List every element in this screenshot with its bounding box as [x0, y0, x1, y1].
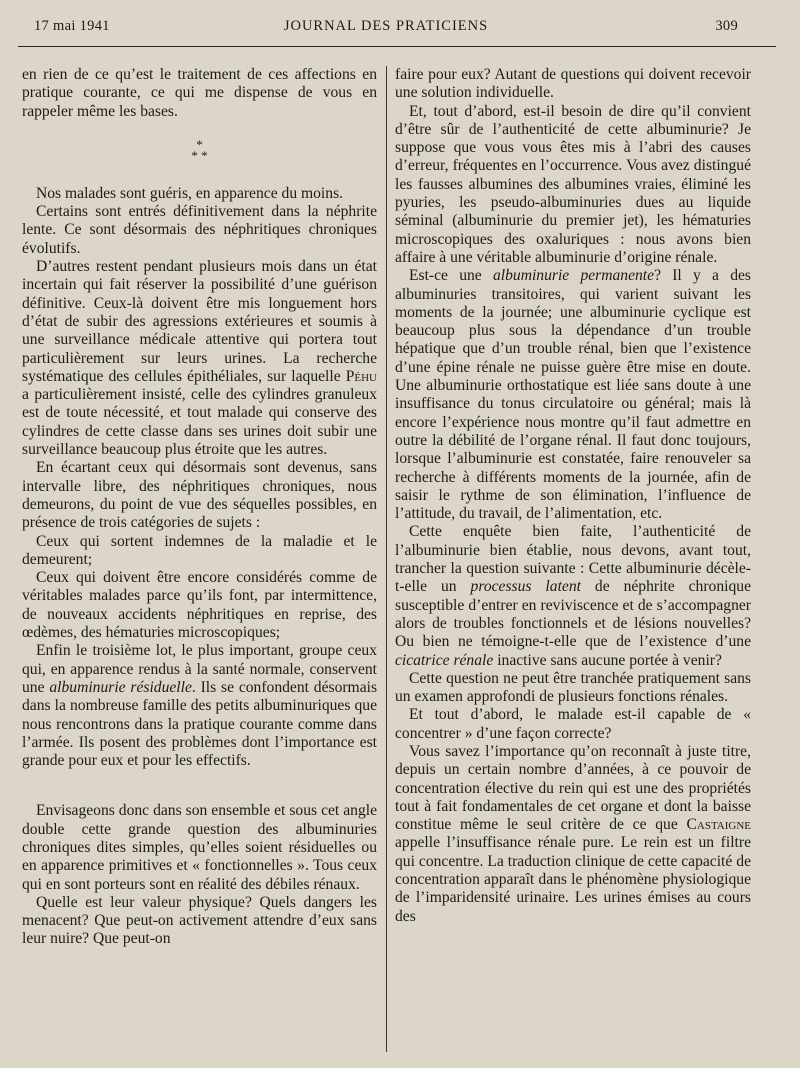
author-name: Péhu — [345, 367, 377, 385]
paragraph-text: inactive sans aucune portée à venir? — [493, 651, 722, 669]
paragraph: Et tout d’abord, le malade est-il capable de « concentrer » d’une façon correcte? — [395, 706, 751, 742]
paragraph — [395, 523, 751, 669]
separator-bottom-stars: * * — [191, 147, 208, 163]
paragraph: Ceux qui sortent indemnes de la maladie et le demeurent; — [22, 532, 377, 568]
paragraph: En écartant ceux qui désormais sont devenus, sans intervalle libre, des néphritiques chroniques, nous demeurons, du point de vue des séquelles possibles, en présence de trois catégories de sujets : — [22, 459, 377, 532]
paragraph: Envisageons donc dans son ensemble et sous cet angle double cette grande question des albuminuries chroniques dites simples, qu’elles soient résiduelles ou en apparence primitives et « fonctionnelles ». Tous ceux qui en sont porteurs sont en réalité des débiles rénaux. — [22, 802, 377, 893]
paragraph: Ceux qui doivent être encore considérés comme de véritables malades parce qu’ils font, par intermittence, de nouveaux accidents néphritiques en reprise, des œdèmes, des hématuries microscopiques; — [22, 569, 377, 642]
paragraph-text: Vous savez l’importance qu’on reconnaît à juste titre, depuis un certain nombre d’années, à ce pouvoir de concentration élective du rein qui est une des propriétés tout à fait fondamentales de cet organe et dont la baisse constitue même le seul critère de ce que — [395, 742, 751, 834]
paragraph: Cette question ne peut être tranchée pratiquement sans un examen approfondi de plusieurs fonctions rénales. — [395, 669, 751, 706]
column-divider — [386, 66, 387, 1052]
paragraph: en rien de ce qu’est le traitement de ces affections en pratique courante, ce qui me dispense de vous en rappeler même les bases. — [22, 66, 377, 120]
paragraph: faire pour eux? Autant de questions qui doivent recevoir une solution individuelle. — [395, 66, 751, 102]
paragraph-text: . Ils se confondent désormais dans la nombreuse famille des petits albuminuriques que nous rencontrons dans la pratique courante comme dans l’armée. Ils posent des problèmes dont l’importance est grande pour eux et pour les effectifs. — [22, 678, 378, 770]
paragraph — [22, 258, 377, 459]
paragraph-text: Enfin le troisième lot, le plus important, groupe ceux qui, en apparence rendus à la santé normale, conservent une — [22, 642, 377, 696]
paragraph-text: de néphrite chronique susceptible d’entrer en reviviscence et de s’accompagner alors de troubles fonctionnels et de lésions nouvelles? Ou bien ne témoigne-t-elle que de l’existence d’une — [395, 578, 751, 651]
paragraph — [395, 267, 751, 523]
header-rule — [18, 46, 776, 47]
paragraph-text: ? Il y a des albuminuries transitoires, qui varient suivant les moments de la journée; une albuminurie cyclique est beaucoup plus sous la dépendance d’un trouble hépatique que d’un trouble rénal, bien que l’existence d’une épine rénale ne puisse guère être mise en doute. Une albuminurie orthostatique est liée sans doute à une insuffisance du tonus circulatoire ou général; mais là encore l’expérience nous montre qu’il faut admettre en outre la débilité de l’organe rénal. Il faut donc toujours, lorsque l’albuminurie est constatée, faire renouveler sa recherche à différents moments de la journée, afin de saisir le rythme de son élimination, l’influence de l’attitude, du travail, de l’alimentation, etc. — [395, 267, 751, 523]
left-column — [22, 66, 377, 949]
issue-date: 17 mai 1941 — [34, 18, 110, 34]
paragraph — [22, 642, 377, 770]
paragraph: Quelle est leur valeur physique? Quels dangers les menacent? Que peut-on activement attendre d’eux sans leur nuire? Que peut-on — [22, 893, 377, 948]
paragraph: Et, tout d’abord, est-il besoin de dire qu’il convient d’être sûr de l’authenticité de cette albuminurie? Je suppose que vous vous êtes mis à l’abri des causes d’erreur, fréquentes en l’occurrence. Vous avez distingué les fausses albumines des albumines vraies, éliminé les pyuries, les pseudo-albuminuries dues au liquide séminal (albuminurie du premier jet), les hématuries microscopiques des oxaluriques : nous avons bien affaire à une véritable albuminurie d’origine rénale. — [395, 102, 751, 266]
paragraph-gap — [22, 770, 377, 802]
paragraph: Nos malades sont guéris, en apparence du moins. — [36, 184, 344, 202]
paragraph-text: Est-ce une — [409, 267, 493, 285]
paragraph-text: a particulièrement insisté, celle des cylindres granuleux est de toute nécessité, et tout malade qui conserve des cylindres de cette classe dans ses urines doit subir une surveillance beaucoup plus étroite que les autres. — [22, 386, 377, 459]
italic-term: albuminurie permanente — [492, 267, 655, 285]
author-name: Castaigne — [686, 816, 751, 834]
paragraph-text: Cette enquête bien faite, l’authenticité de l’albuminurie bien établie, nous devons, avant tout, trancher la question suivante : Cette albuminurie décèle-t-elle un — [395, 523, 751, 596]
paragraph-text: appelle l’insuffisance rénale pure. Le rein est un filtre qui concentre. La traduction clinique de cette capacité de concentration apparaît dans le phénomène physiologique de l’imparidensité urinaire. Les urines émises au cours des — [395, 834, 751, 925]
journal-title: JOURNAL DES PRATICIENS — [283, 18, 489, 34]
right-column — [395, 66, 751, 926]
paragraph — [395, 743, 751, 926]
italic-term: processus latent — [470, 578, 581, 596]
page-number: 309 — [715, 18, 738, 34]
separator-top-star: * — [196, 136, 203, 152]
section-separator — [22, 136, 377, 163]
italic-term: albuminurie résiduelle — [49, 678, 192, 696]
running-header — [34, 18, 738, 40]
paragraph-text: D’autres restent pendant plusieurs mois dans un état incertain qui fait réserver la possibilité d’une guérison définitive. Ceux-là doivent être mis longuement hors d’état de subir des agressions extérieures et soumis à une surveillance médicale attentive qui portera tout particulièrement sur leurs urines. La recherche systématique des cellules épithéliales, sur laquelle — [22, 258, 377, 385]
italic-term: cicatrice rénale — [395, 651, 494, 669]
paragraph: Certains sont entrés définitivement dans la néphrite lente. Ce sont désormais des néphritiques chroniques évolutifs. — [22, 203, 377, 257]
